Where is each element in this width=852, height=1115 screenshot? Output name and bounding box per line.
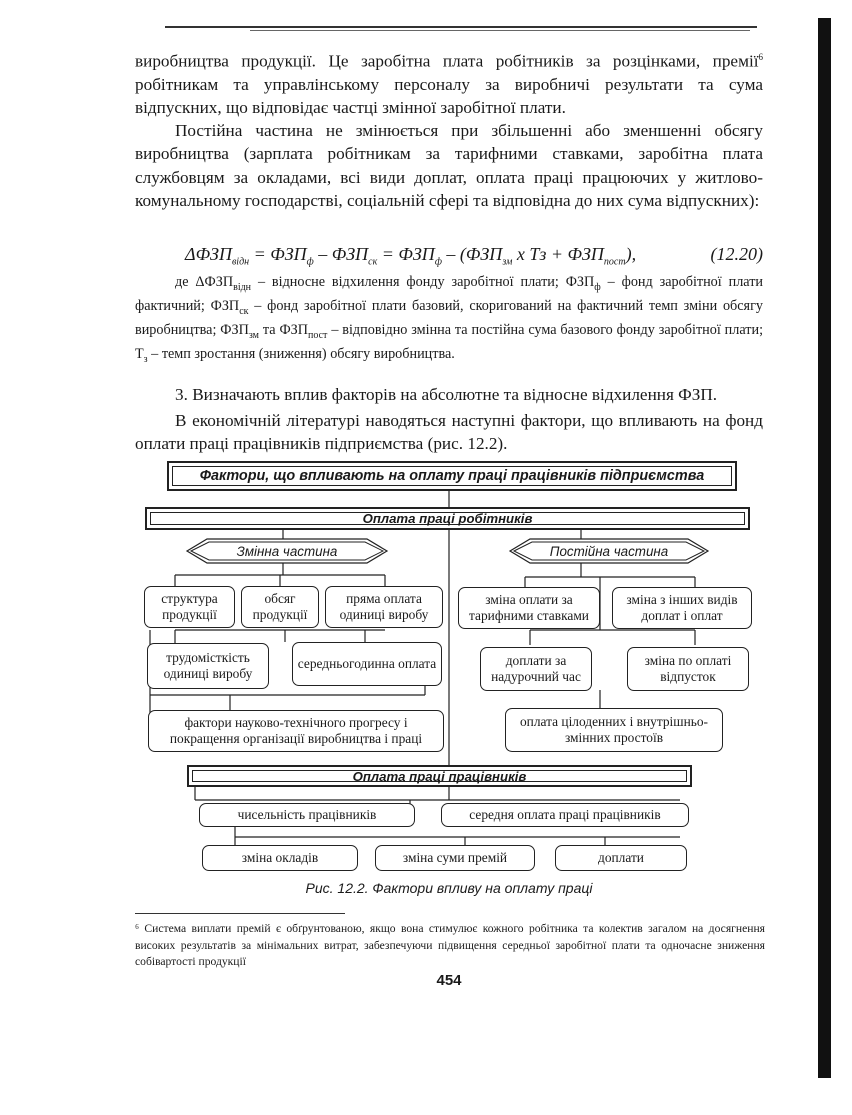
- constant-part-label: Постійна частина: [549, 543, 669, 559]
- factor-stp: фактори науково-технічного прогресу і покращення організації виробництва і праці: [148, 710, 444, 752]
- workers-pay-bar: [145, 507, 750, 530]
- factor-tariff-change: зміна оплати за тарифними ставками: [458, 587, 600, 629]
- formula-12-20: [135, 244, 763, 270]
- factor-idle-pay: оплата цілоденних і внутрішньо-змінних простоїв: [505, 708, 723, 752]
- paragraph-1-rest: робітникам та управлінському персоналу за виробничі результати та сума відпускних, що відповідає частці змінної заробітної плати.: [135, 75, 763, 118]
- paragraph-5: В економічній літературі наводяться наступні фактори, що впливають на фонд оплати праці працівників підприємства (рис. 12.2).: [135, 411, 763, 454]
- book-spine-shadow: [818, 18, 831, 1078]
- paragraph-1-text: виробництва продукції. Це заробітна плата робітників за розцінками, премії: [135, 51, 759, 71]
- paragraph-1: [135, 46, 763, 120]
- factor-volume: обсяг продукції: [241, 586, 319, 628]
- factor-vacation-change: зміна по оплаті відпусток: [627, 647, 749, 691]
- figure-caption: Рис. 12.2. Фактори впливу на оплату праці: [305, 880, 593, 896]
- factor-extra-pay: доплати: [555, 845, 687, 871]
- page-number: 454: [436, 972, 462, 989]
- footnote-rule: [135, 913, 345, 914]
- formula-explanation: де $\Delta ФЗП_{відн}$ – відносне відхилення фонду заробітної плати; $ФЗП_ф$ – фонд заробітної плати фактичний; $ФЗП_{ск}$ – фонд заробітної плати базовий, скоригований на фактичний темп зміни обсягу виробництва; $ФЗП_{зм}$ та $ФЗП_{пост}$ – відповідно змінна та постійна сума базового фонду заробітної плати; $Т_з$ – темп зростання (зниження) обсягу виробництва.: [135, 274, 764, 365]
- factor-structure: структура продукції: [144, 586, 235, 628]
- factor-avg-employee-pay: середня оплата праці працівників: [441, 803, 689, 827]
- factor-salary-change: зміна окладів: [202, 845, 358, 871]
- factor-avg-hourly: середньогодинна оплата: [292, 642, 442, 686]
- factor-headcount: чисельність працівників: [199, 803, 415, 827]
- diagram-title-bar: [167, 461, 737, 491]
- formula-number: (12.20): [710, 244, 763, 264]
- employees-pay-label: Оплата праці працівників: [352, 768, 527, 784]
- factor-other-allowances: зміна з інших видів доплат і оплат: [612, 587, 752, 629]
- paragraph-2: Постійна частина не змінюється при збільшенні або зменшенні обсягу виробництва (зарплата робітникам за тарифними ставками, заробітна плата службовцям за окладами, всі види доплат, оплата праці працюючих у житлово-комунальному господарстві, соціальній сфері та відповідна до них сума відпускних):: [135, 121, 763, 210]
- paragraph-4: 3. Визначають вплив факторів на абсолютне та відносне відхилення ФЗП.: [175, 385, 718, 404]
- factors-diagram: [135, 455, 755, 875]
- workers-pay-label: Оплата праці робітників: [362, 511, 533, 526]
- footnote-marker: 6: [758, 52, 763, 62]
- formula-expression: $\Delta ФЗП_{відн} = ФЗП_ф - ФЗП_{ск} = ФЗП_ф - (ФЗП_{зм}$ х Тз + $ФЗП_{пост}$),: [185, 244, 637, 268]
- factor-overtime: доплати за надурочний час: [480, 647, 592, 691]
- diagram-title: Фактори, що впливають на оплату праці працівників підприємства: [199, 468, 705, 484]
- factor-direct-pay: пряма оплата одиниці виробу: [325, 586, 443, 628]
- factor-labor-intensity: трудомісткість одиниці виробу: [147, 643, 269, 689]
- factor-bonus-change: зміна суми премій: [375, 845, 535, 871]
- top-rule: [165, 26, 757, 28]
- footnote: ⁶ Система виплати премій є обґрунтованою, якщо вона стимулює кожного робітника та колектив загалом на досягнення високих результатів за мінімальних витрат, забезпечуючи підвищення середньої заробітної плати та одночасне зниження собівартості продукції: [135, 922, 765, 968]
- top-rule-secondary: [250, 30, 750, 31]
- variable-part-label: Змінна частина: [236, 543, 338, 559]
- employees-pay-bar: [187, 765, 692, 787]
